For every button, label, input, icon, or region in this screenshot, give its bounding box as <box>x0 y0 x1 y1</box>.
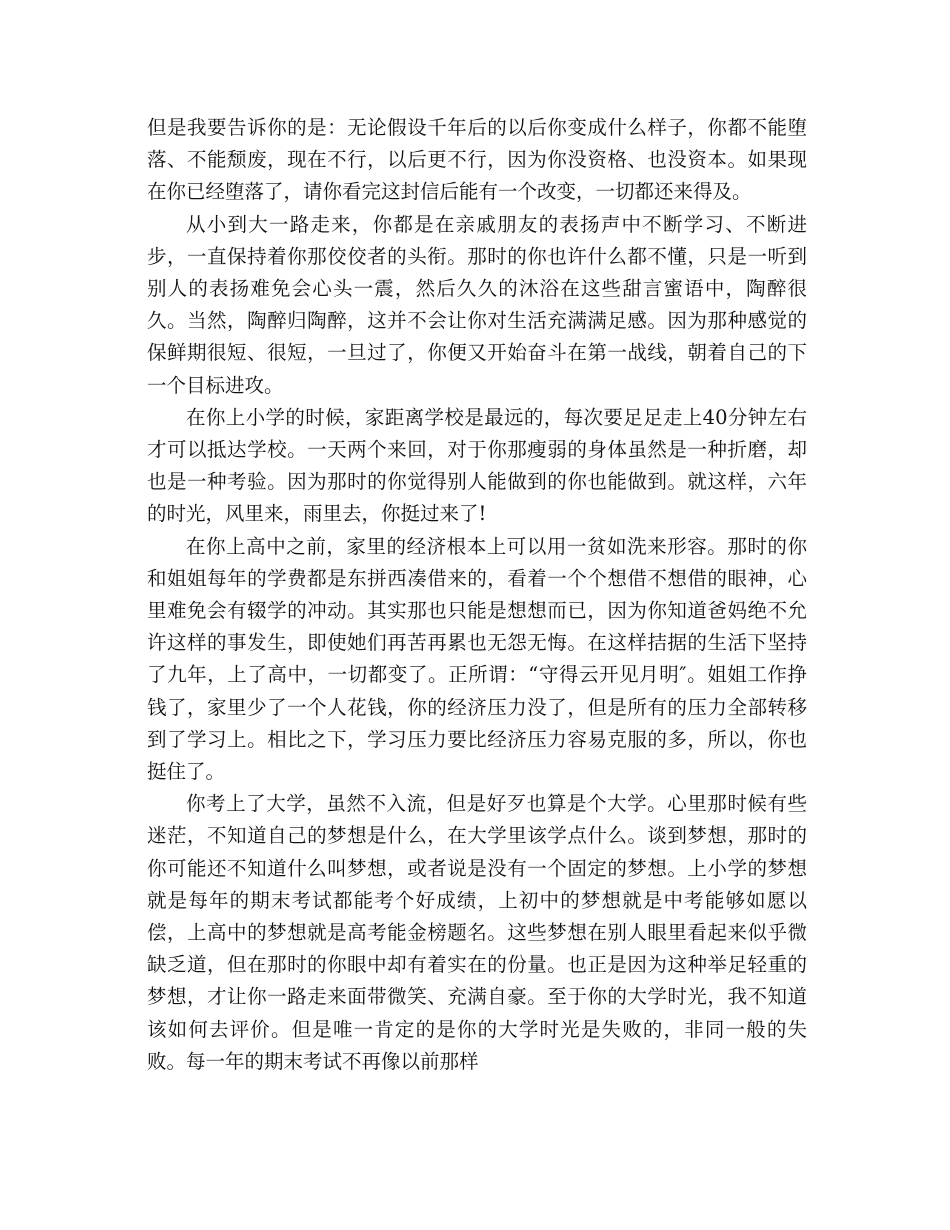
paragraph-2: 从小到大一路走来，你都是在亲戚朋友的表扬声中不断学习、不断进步，一直保持着你那佼佼者的头衔。那时的你也许什么都不懂，只是一听到别人的表扬难免会心头一震，然后久久的沐浴在这些甜言蜜语中，陶醉很久。当然，陶醉归陶醉，这并不会让你对生活充满满足感。因为那种感觉的保鲜期很短、很短，一旦过了，你便又开始奋斗在第一战线，朝着自己的下一个目标进攻。 <box>147 212 807 397</box>
paragraph-5: 你考上了大学，虽然不入流，但是好歹也算是个大学。心里那时候有些迷茫，不知道自己的梦想是什么，在大学里该学点什么。谈到梦想，那时的你可能还不知道什么叫梦想，或者说是没有一个固定的梦想。上小学的梦想就是每年的期末考试都能考个好成绩，上初中的梦想就是中考能够如愿以偿，上高中的梦想就是高考能金榜题名。这些梦想在别人眼里看起来似乎微缺乏道，但在那时的你眼中却有着实在的份量。也正是因为这种举足轻重的梦想，才让你一路走来面带微笑、充满自豪。至于你的大学时光，我不知道该如何去评价。但是唯一肯定的是你的大学时光是失败的，非同一般的失败。每一年的期末考试不再像以前那样 <box>147 792 807 1073</box>
letter-body <box>147 112 807 1078</box>
paragraph-4: 在你上高中之前，家里的经济根本上可以用一贫如洗来形容。那时的你和姐姐每年的学费都是东拼西凑借来的，看着一个个想借不想借的眼神，心里难免会有辍学的冲动。其实那也只能是想想而已，因为你知道爸妈绝不允许这样的事发生，即使她们再苦再累也无怨无悔。在这样拮据的生活下坚持了九年，上了高中，一切都变了。正所谓：“守得云开见月明″。姐姐工作挣钱了，家里少了一个人花钱，你的经济压力没了，但是所有的压力全部转移到了学习上。相比之下，学习压力要比经济压力容易克服的多，所以，你也挺住了。 <box>147 534 807 784</box>
paragraph-3: 在你上小学的时候，家距离学校是最远的，每次要足足走上40分钟左右才可以抵达学校。一天两个来回，对于你那瘦弱的身体虽然是一种折磨，却也是一种考验。因为那时的你觉得别人能做到的你也能做到。就这样，六年的时光，风里来，雨里去，你挺过来了! <box>147 405 807 526</box>
paragraph-1: 但是我要告诉你的是：无论假设千年后的以后你变成什么样子，你都不能堕落、不能颓废，现在不行，以后更不行，因为你没资格、也没资本。如果现在你已经堕落了，请你看完这封信后能有一个改变，一切都还来得及。 <box>147 116 807 204</box>
